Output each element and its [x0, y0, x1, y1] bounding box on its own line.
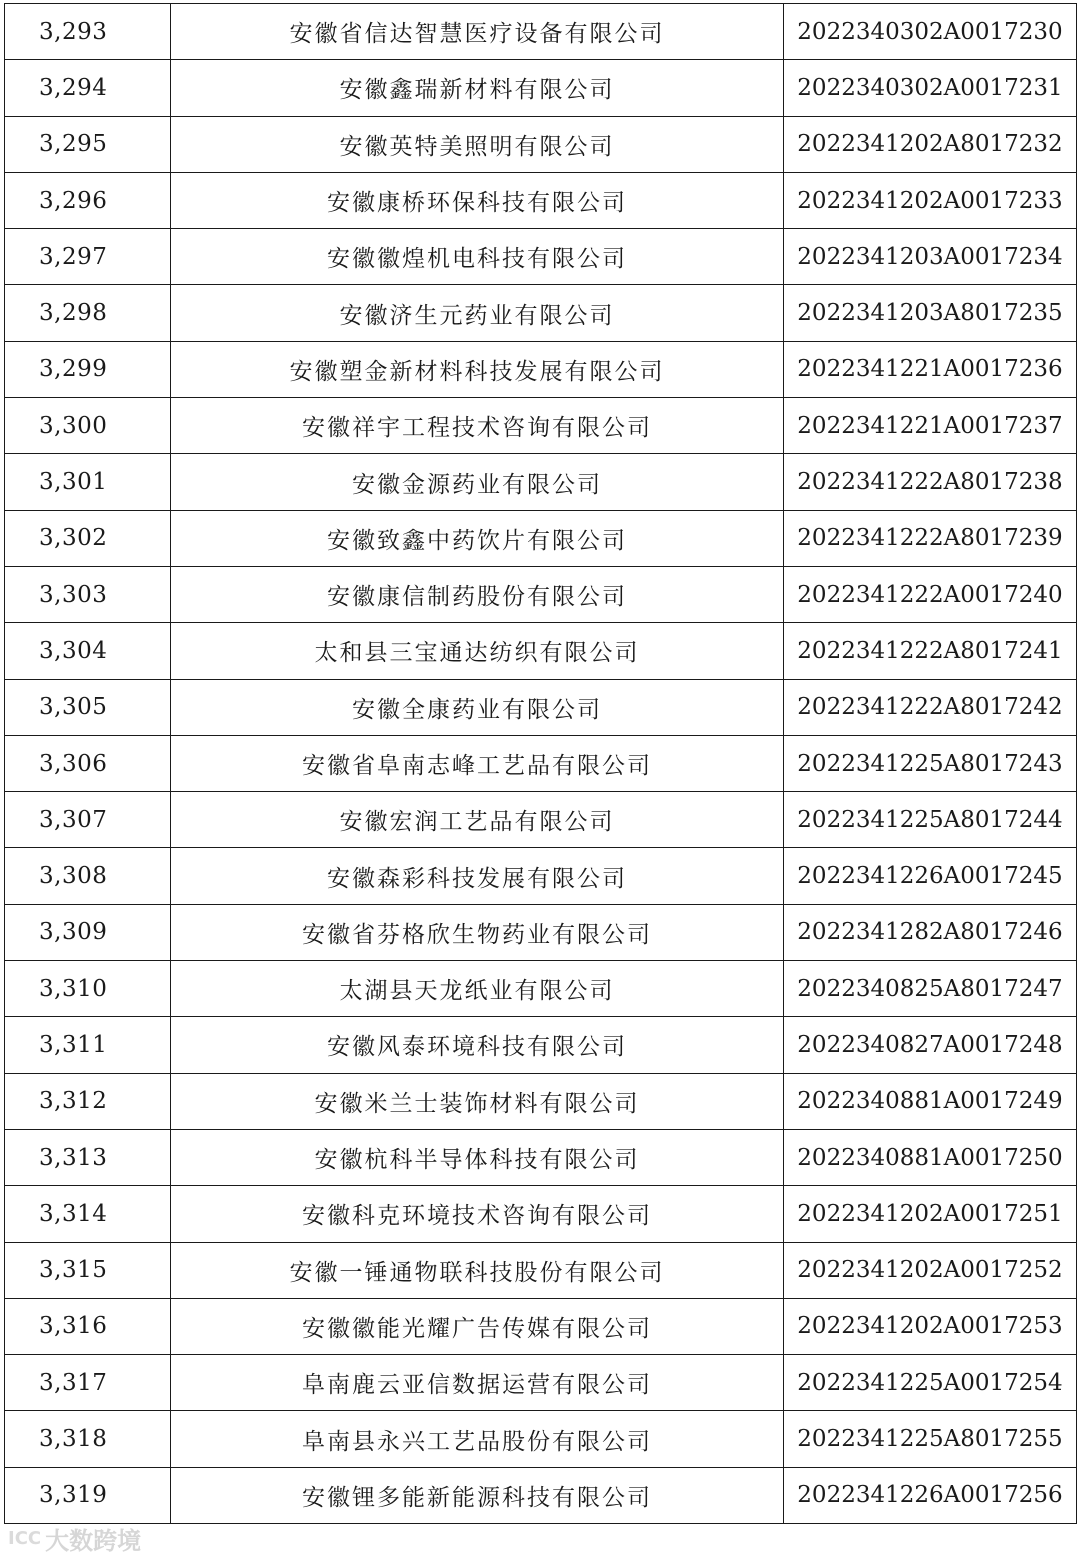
company-name-cell: 阜南县永兴工艺品股份有限公司: [171, 1411, 784, 1467]
row-number-cell: 3,304: [5, 623, 171, 679]
row-number-cell: 3,316: [5, 1298, 171, 1354]
company-name-cell: 阜南鹿云亚信数据运营有限公司: [171, 1355, 784, 1411]
company-name-cell: 安徽省信达智慧医疗设备有限公司: [171, 4, 784, 60]
table-row: [5, 679, 1077, 735]
row-number-cell: 3,318: [5, 1411, 171, 1467]
row-number-cell: 3,317: [5, 1355, 171, 1411]
registration-code-cell: 2022340825A8017247: [784, 961, 1077, 1017]
row-number-cell: 3,305: [5, 679, 171, 735]
table-row: [5, 4, 1077, 60]
company-name-cell: 安徽鑫瑞新材料有限公司: [171, 60, 784, 116]
table-row: [5, 623, 1077, 679]
company-name-cell: 安徽英特美照明有限公司: [171, 116, 784, 172]
company-name-cell: 安徽致鑫中药饮片有限公司: [171, 510, 784, 566]
company-name-cell: 安徽风泰环境科技有限公司: [171, 1017, 784, 1073]
row-number-cell: 3,308: [5, 848, 171, 904]
row-number-cell: 3,312: [5, 1073, 171, 1129]
registration-code-cell: 2022341221A0017236: [784, 341, 1077, 397]
registration-code-cell: 2022341225A8017244: [784, 792, 1077, 848]
row-number-cell: 3,296: [5, 172, 171, 228]
company-name-cell: 安徽锂多能新能源科技有限公司: [171, 1467, 784, 1523]
company-name-cell: 安徽森彩科技发展有限公司: [171, 848, 784, 904]
company-name-cell: 安徽省阜南志峰工艺品有限公司: [171, 735, 784, 791]
registration-code-cell: 2022341222A0017240: [784, 566, 1077, 622]
row-number-cell: 3,310: [5, 961, 171, 1017]
row-number-cell: 3,314: [5, 1186, 171, 1242]
row-number-cell: 3,302: [5, 510, 171, 566]
registration-code-cell: 2022341202A0017252: [784, 1242, 1077, 1298]
table-row: [5, 735, 1077, 791]
table-row: [5, 60, 1077, 116]
table-row: [5, 285, 1077, 341]
watermark: [8, 1521, 141, 1556]
company-name-cell: 安徽全康药业有限公司: [171, 679, 784, 735]
table-row: [5, 398, 1077, 454]
company-name-cell: 安徽徽煌机电科技有限公司: [171, 229, 784, 285]
row-number-cell: 3,299: [5, 341, 171, 397]
row-number-cell: 3,309: [5, 904, 171, 960]
row-number-cell: 3,297: [5, 229, 171, 285]
table-row: [5, 341, 1077, 397]
registration-code-cell: 2022341225A0017254: [784, 1355, 1077, 1411]
registration-code-cell: 2022341202A0017251: [784, 1186, 1077, 1242]
company-registry-table: [4, 3, 1077, 1524]
registration-code-cell: 2022341226A0017256: [784, 1467, 1077, 1523]
table-row: [5, 1242, 1077, 1298]
registration-code-cell: 2022341282A8017246: [784, 904, 1077, 960]
registration-code-cell: 2022341203A8017235: [784, 285, 1077, 341]
row-number-cell: 3,311: [5, 1017, 171, 1073]
table-row: [5, 1355, 1077, 1411]
registration-code-cell: 2022340881A0017250: [784, 1129, 1077, 1185]
row-number-cell: 3,298: [5, 285, 171, 341]
company-name-cell: 安徽宏润工艺品有限公司: [171, 792, 784, 848]
registration-code-cell: 2022341202A0017233: [784, 172, 1077, 228]
company-name-cell: 安徽济生元药业有限公司: [171, 285, 784, 341]
registration-code-cell: 2022341202A0017253: [784, 1298, 1077, 1354]
row-number-cell: 3,295: [5, 116, 171, 172]
row-number-cell: 3,303: [5, 566, 171, 622]
table-row: [5, 1467, 1077, 1523]
registration-code-cell: 2022340827A0017248: [784, 1017, 1077, 1073]
row-number-cell: 3,293: [5, 4, 171, 60]
registration-code-cell: 2022341222A8017241: [784, 623, 1077, 679]
company-name-cell: 安徽米兰士装饰材料有限公司: [171, 1073, 784, 1129]
table-row: [5, 172, 1077, 228]
company-name-cell: 安徽一锤通物联科技股份有限公司: [171, 1242, 784, 1298]
row-number-cell: 3,294: [5, 60, 171, 116]
table-row: [5, 961, 1077, 1017]
row-number-cell: 3,301: [5, 454, 171, 510]
company-name-cell: 安徽省芬格欣生物药业有限公司: [171, 904, 784, 960]
registration-code-cell: 2022341222A8017242: [784, 679, 1077, 735]
registration-code-cell: 2022341225A8017243: [784, 735, 1077, 791]
company-name-cell: 安徽杭科半导体科技有限公司: [171, 1129, 784, 1185]
row-number-cell: 3,306: [5, 735, 171, 791]
table-row: [5, 1129, 1077, 1185]
row-number-cell: 3,300: [5, 398, 171, 454]
company-name-cell: 安徽金源药业有限公司: [171, 454, 784, 510]
company-name-cell: 安徽康信制药股份有限公司: [171, 566, 784, 622]
company-name-cell: 安徽徽能光耀广告传媒有限公司: [171, 1298, 784, 1354]
company-name-cell: 太和县三宝通达纺织有限公司: [171, 623, 784, 679]
registration-code-cell: 2022340302A0017230: [784, 4, 1077, 60]
registration-code-cell: 2022340881A0017249: [784, 1073, 1077, 1129]
company-name-cell: 太湖县天龙纸业有限公司: [171, 961, 784, 1017]
table-body: [5, 4, 1077, 1524]
company-name-cell: 安徽塑金新材料科技发展有限公司: [171, 341, 784, 397]
company-name-cell: 安徽康桥环保科技有限公司: [171, 172, 784, 228]
table-row: [5, 229, 1077, 285]
registration-code-cell: 2022341225A8017255: [784, 1411, 1077, 1467]
table-row: [5, 1186, 1077, 1242]
table-row: [5, 566, 1077, 622]
table-row: [5, 1411, 1077, 1467]
table-row: [5, 1298, 1077, 1354]
row-number-cell: 3,315: [5, 1242, 171, 1298]
registration-code-cell: 2022341222A8017238: [784, 454, 1077, 510]
watermark-logo: ICC: [8, 1528, 42, 1549]
row-number-cell: 3,313: [5, 1129, 171, 1185]
table-row: [5, 116, 1077, 172]
registration-code-cell: 2022341222A8017239: [784, 510, 1077, 566]
registration-code-cell: 2022341221A0017237: [784, 398, 1077, 454]
table-row: [5, 454, 1077, 510]
registration-code-cell: 2022341203A0017234: [784, 229, 1077, 285]
table-row: [5, 1017, 1077, 1073]
table-row: [5, 904, 1077, 960]
table-row: [5, 1073, 1077, 1129]
watermark-text: 大数跨境: [45, 1527, 142, 1555]
table-row: [5, 510, 1077, 566]
company-name-cell: 安徽科克环境技术咨询有限公司: [171, 1186, 784, 1242]
registration-code-cell: 2022341202A8017232: [784, 116, 1077, 172]
registration-code-cell: 2022341226A0017245: [784, 848, 1077, 904]
registration-code-cell: 2022340302A0017231: [784, 60, 1077, 116]
table-row: [5, 792, 1077, 848]
row-number-cell: 3,307: [5, 792, 171, 848]
table-row: [5, 848, 1077, 904]
row-number-cell: 3,319: [5, 1467, 171, 1523]
company-name-cell: 安徽祥宇工程技术咨询有限公司: [171, 398, 784, 454]
